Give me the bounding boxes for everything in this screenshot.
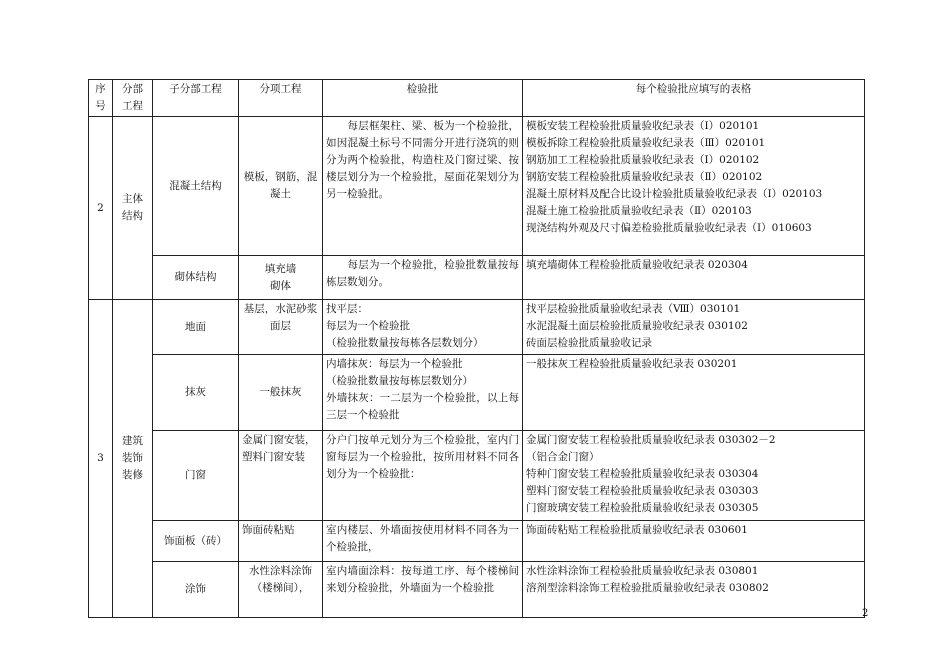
text-line: 填充墙 <box>264 262 297 275</box>
table-row <box>89 256 865 300</box>
header-batch: 检验批 <box>323 80 523 117</box>
table-row <box>89 117 865 256</box>
text-line: 溶剂型涂料涂饰工程检验批质量验收纪录表 030802 <box>526 582 769 594</box>
header-item: 分项工程 <box>239 80 323 117</box>
text-line: 混凝土原材料及配合比设计检验批质量验收纪录表（Ⅰ）020103 <box>526 188 823 200</box>
item-name: 模板，钢筋，混凝土 <box>239 117 323 256</box>
subdivision-name: 抹灰 <box>153 355 239 431</box>
subdivision-name: 涂饰 <box>153 562 239 618</box>
forms-text <box>526 432 861 517</box>
text-line: 装修 <box>122 469 143 481</box>
text-line: 一般抹灰工程检验批质量验收纪录表 030201 <box>526 358 738 370</box>
text-line: 主体 <box>122 193 143 205</box>
text-line: 钢筋安装工程检验批质量验收纪录表（Ⅱ）020102 <box>526 171 763 183</box>
table-row <box>89 355 865 431</box>
item-name: 金属门窗安装，塑料门窗安装 <box>239 431 323 521</box>
header-division <box>113 80 153 117</box>
subdivision-name: 混凝土结构 <box>153 117 239 256</box>
batch-rule: 分户门按单元划分为三个检验批，室内门窗每层为一个检验批，按所用材料不同各划分为一个检验批： <box>323 431 523 521</box>
table-row <box>89 521 865 562</box>
header-seq-text <box>92 81 109 115</box>
text-line: 模板安装工程检验批质量验收纪录表（Ⅰ）020101 <box>526 120 760 132</box>
forms-list <box>523 431 865 521</box>
text-line: 水泥混凝土面层检验批质量验收纪录表 030102 <box>526 320 748 332</box>
text-line: 建筑 <box>122 435 143 447</box>
text-line: 现浇结构外观及尺寸偏差检验批质量验收纪录表（Ⅰ）010603 <box>526 222 812 234</box>
header-division-text <box>116 81 149 115</box>
forms-list <box>523 117 865 256</box>
inspection-batch-table <box>88 79 865 618</box>
row-seq: 2 <box>89 117 113 300</box>
text-line: 混凝土施工检验批质量验收纪录表（Ⅱ）020103 <box>526 205 752 217</box>
subdivision-name: 门窗 <box>153 431 239 521</box>
batch-rule <box>323 355 523 431</box>
forms-text <box>526 522 861 539</box>
forms-text <box>526 356 861 373</box>
text-line: 找平层检验批质量验收纪录表（Ⅷ）030101 <box>526 303 741 315</box>
text-line: 水性涂料涂饰工程检验批质量验收纪录表 030801 <box>526 565 759 577</box>
table-row <box>89 300 865 355</box>
item-name: 饰面砖粘贴 <box>239 521 323 562</box>
division-text <box>116 433 149 484</box>
item-name: 基层，水泥砂浆面层 <box>239 300 323 355</box>
table-row <box>89 562 865 618</box>
text-line: 填充墙砌体工程检验批质量验收纪录表 020304 <box>526 259 748 271</box>
text-line: 分部 <box>122 83 143 95</box>
batch-text <box>326 356 519 424</box>
header-forms: 每个检验批应填写的表格 <box>523 80 865 117</box>
item-name: 水性涂料涂饰（楼梯间）， <box>239 562 323 618</box>
division-text <box>116 191 149 225</box>
text-line: 外墙抹灰：一二层为一个检验批，以上每三层一个检验批 <box>326 392 519 421</box>
forms-text <box>526 563 861 597</box>
batch-rule: 每层为一个检验批，检验批数量按每栋层数划分。 <box>323 256 523 300</box>
header-seq <box>89 80 113 117</box>
text-line: 内墙抹灰：每层为一个检验批 <box>326 358 463 370</box>
text-line: 每层为一个检验批 <box>326 320 410 332</box>
text-line: 找平层： <box>326 303 368 315</box>
text-line: 砌体 <box>270 279 291 292</box>
header-subdivision: 子分部工程 <box>153 80 239 117</box>
forms-list <box>523 355 865 431</box>
text-line: 钢筋加工工程检验批质量验收纪录表（Ⅰ）020102 <box>526 154 760 166</box>
subdivision-name: 砌体结构 <box>153 256 239 300</box>
item-name <box>239 256 323 300</box>
forms-list <box>523 256 865 300</box>
text-line: 砖面层检验批质量验收记录 <box>526 337 652 349</box>
table-header-row <box>89 80 865 117</box>
row-division <box>113 117 153 300</box>
forms-text <box>526 257 861 274</box>
text-line: 饰面砖粘贴工程检验批质量验收纪录表 030601 <box>526 524 748 536</box>
batch-rule: 室内墙面涂料：按每道工序、每个楼梯间来划分检验批，外墙面为一个检验批 <box>323 562 523 618</box>
subdivision-name: 饰面板（砖） <box>153 521 239 562</box>
forms-list <box>523 300 865 355</box>
row-seq: 3 <box>89 300 113 618</box>
forms-text <box>526 118 861 237</box>
forms-list <box>523 562 865 618</box>
text-line: （检验批数量按每栋各层数划分） <box>326 337 484 349</box>
batch-rule: 室内楼层、外墙面按使用材料不同各为一个检验批， <box>323 521 523 562</box>
item-text <box>242 261 319 295</box>
batch-text <box>326 301 519 352</box>
text-line: 序 <box>95 83 106 95</box>
text-line: 工程 <box>122 100 143 112</box>
text-line: 金属门窗安装工程检验批质量验收纪录表 030302－2 <box>526 434 776 446</box>
text-line: 结构 <box>122 210 143 222</box>
text-line: 塑料门窗安装工程检验批质量验收纪录表 030303 <box>526 485 759 497</box>
batch-rule <box>323 300 523 355</box>
text-line: 号 <box>95 100 106 112</box>
batch-rule: 每层框架柱、梁、板为一个检验批，如因混凝土标号不同需分开进行浇筑的则分为两个检验批，构造柱及门窗过梁、按楼层划分为一个检验批，屋面花架划分为另一检验批。 <box>323 117 523 256</box>
page-number: 2 <box>862 608 869 619</box>
text-line: 门窗玻璃安装工程检验批质量验收纪录表 030305 <box>526 502 759 514</box>
subdivision-name: 地面 <box>153 300 239 355</box>
text-line: （铝合金门窗） <box>526 451 600 463</box>
row-division <box>113 300 153 618</box>
forms-text <box>526 301 861 352</box>
forms-list <box>523 521 865 562</box>
text-line: 装饰 <box>122 452 143 464</box>
text-line: （检验批数量按每栋层数划分） <box>326 375 473 387</box>
table-row <box>89 431 865 521</box>
item-name: 一般抹灰 <box>239 355 323 431</box>
text-line: 模板拆除工程检验批质量验收纪录表（Ⅲ）020101 <box>526 137 766 149</box>
text-line: 特种门窗安装工程检验批质量验收纪录表 030304 <box>526 468 759 480</box>
